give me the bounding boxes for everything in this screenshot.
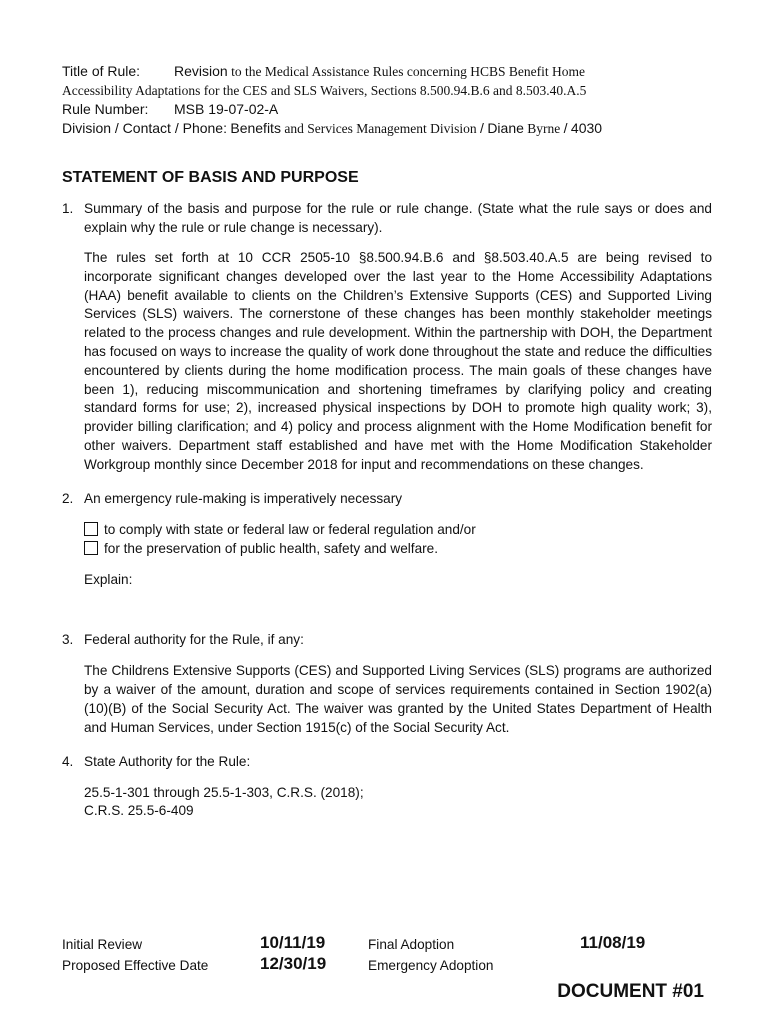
division-contact-line <box>62 119 712 138</box>
list-item-3 <box>62 630 712 649</box>
initial-review-label: Initial Review <box>62 937 143 952</box>
proposed-effective-date: 12/30/19 <box>260 954 327 973</box>
final-adoption-date: 11/08/19 <box>580 933 646 952</box>
title-rest: to the Medical Assistance Rules concerning HCBS Benefit Home <box>231 64 586 79</box>
checkbox-label: for the preservation of public health, safety and welfare. <box>104 540 438 556</box>
item-number: 2. <box>62 490 74 506</box>
item-text: Federal authority for the Rule, if any: <box>84 632 304 648</box>
division-rest: and Services Management Division <box>284 121 477 136</box>
proposed-effective-date-label: Proposed Effective Date <box>62 958 209 973</box>
section-heading: STATEMENT OF BASIS AND PURPOSE <box>62 169 359 186</box>
item-text: Summary of the basis and purpose for the rule or rule change. (State what the rule says or does and explain why the rule or rule change is necessary). <box>84 201 712 235</box>
item-3-body: The Childrens Extensive Supports (CES) and Supported Living Services (SLS) programs are authorized by a waiver of the amount, duration and scope of services requirements contained in Section 1902(a)(10)(B) of the Social Security Act. The waiver was granted by the United States Department of Health and Human Services, under Section 1915(c) of the Social Security Act. <box>84 663 712 735</box>
contact-phone: 4030 <box>570 120 603 136</box>
rule-number-line <box>62 100 712 119</box>
document-number: DOCUMENT #01 <box>557 981 704 1002</box>
item-1-body: The rules set forth at 10 CCR 2505-10 §8.500.94.B.6 and §8.503.40.A.5 are being revised to incorporate significant changes developed over the last year to the Home Accessibility Adaptations (HAA) benefit available to clients on the Children’s Extensive Supports (CES) and Supported Living Services (SLS) waivers. The cornerstone of these changes has been monthly stakeholder meetings related to the process changes and rule development. Within the partnership with DOH, the Department has focused on ways to increase the quality of work done throughout the state and reduce the difficulties encountered by clients during the home modification process. The main goals of these changes have been 1), reducing miscommunication and shortening timeframes by clarifying policy and creating standard forms for use; 2), increased physical inspections by DOH to promote high quality work; 3), provider billing clarification; and 4) policy and process alignment with the Home Modification benefit for other waivers. Department staff established and have met with the Home Modification Stakeholder Workgroup monthly since December 2018 for input and recommendations on these changes. <box>84 250 712 472</box>
title-of-rule-line <box>62 62 712 81</box>
item-text: An emergency rule-making is imperatively necessary <box>84 490 403 506</box>
footer-dates <box>62 933 712 1023</box>
item-number: 4. <box>62 753 74 769</box>
contact-last-name: Byrne <box>527 121 561 136</box>
contact-first-name: Diane <box>487 120 524 136</box>
item-text: State Authority for the Rule: <box>84 753 251 769</box>
item-number: 1. <box>62 201 74 216</box>
title-of-rule-label: Title of Rule: <box>62 63 141 79</box>
separator: / <box>480 120 484 136</box>
list-item-1 <box>62 199 712 237</box>
checkbox-row-public-health <box>62 539 712 558</box>
public-health-checkbox[interactable] <box>84 541 98 555</box>
final-adoption-label: Final Adoption <box>368 937 455 952</box>
division-word: Benefits <box>230 120 281 136</box>
checkbox-row-law <box>62 520 712 539</box>
division-label: Division / Contact / Phone: <box>62 120 227 136</box>
title-line-2: Accessibility Adaptations for the CES and SLS Waivers, Sections 8.500.94.B.6 and 8.503.40.A.5 <box>62 83 587 98</box>
rule-number-value: MSB 19-07-02-A <box>174 101 279 117</box>
initial-review-date: 10/11/19 <box>260 933 326 952</box>
document-page <box>62 62 712 821</box>
list-item-2 <box>62 489 712 508</box>
emergency-adoption-label: Emergency Adoption <box>368 958 494 973</box>
state-authority-line-1: 25.5-1-301 through 25.5-1-303, C.R.S. (2018); <box>84 784 364 800</box>
checkbox-label: to comply with state or federal law or federal regulation and/or <box>104 521 476 537</box>
title-word: Revision <box>174 63 228 79</box>
item-number: 3. <box>62 632 74 648</box>
separator: / <box>563 120 568 136</box>
list-item-4 <box>62 752 712 771</box>
law-checkbox[interactable] <box>84 522 98 536</box>
explain-label: Explain: <box>84 571 133 587</box>
state-authority-line-2: C.R.S. 25.5-6-409 <box>84 803 194 819</box>
rule-number-label: Rule Number: <box>62 101 149 117</box>
